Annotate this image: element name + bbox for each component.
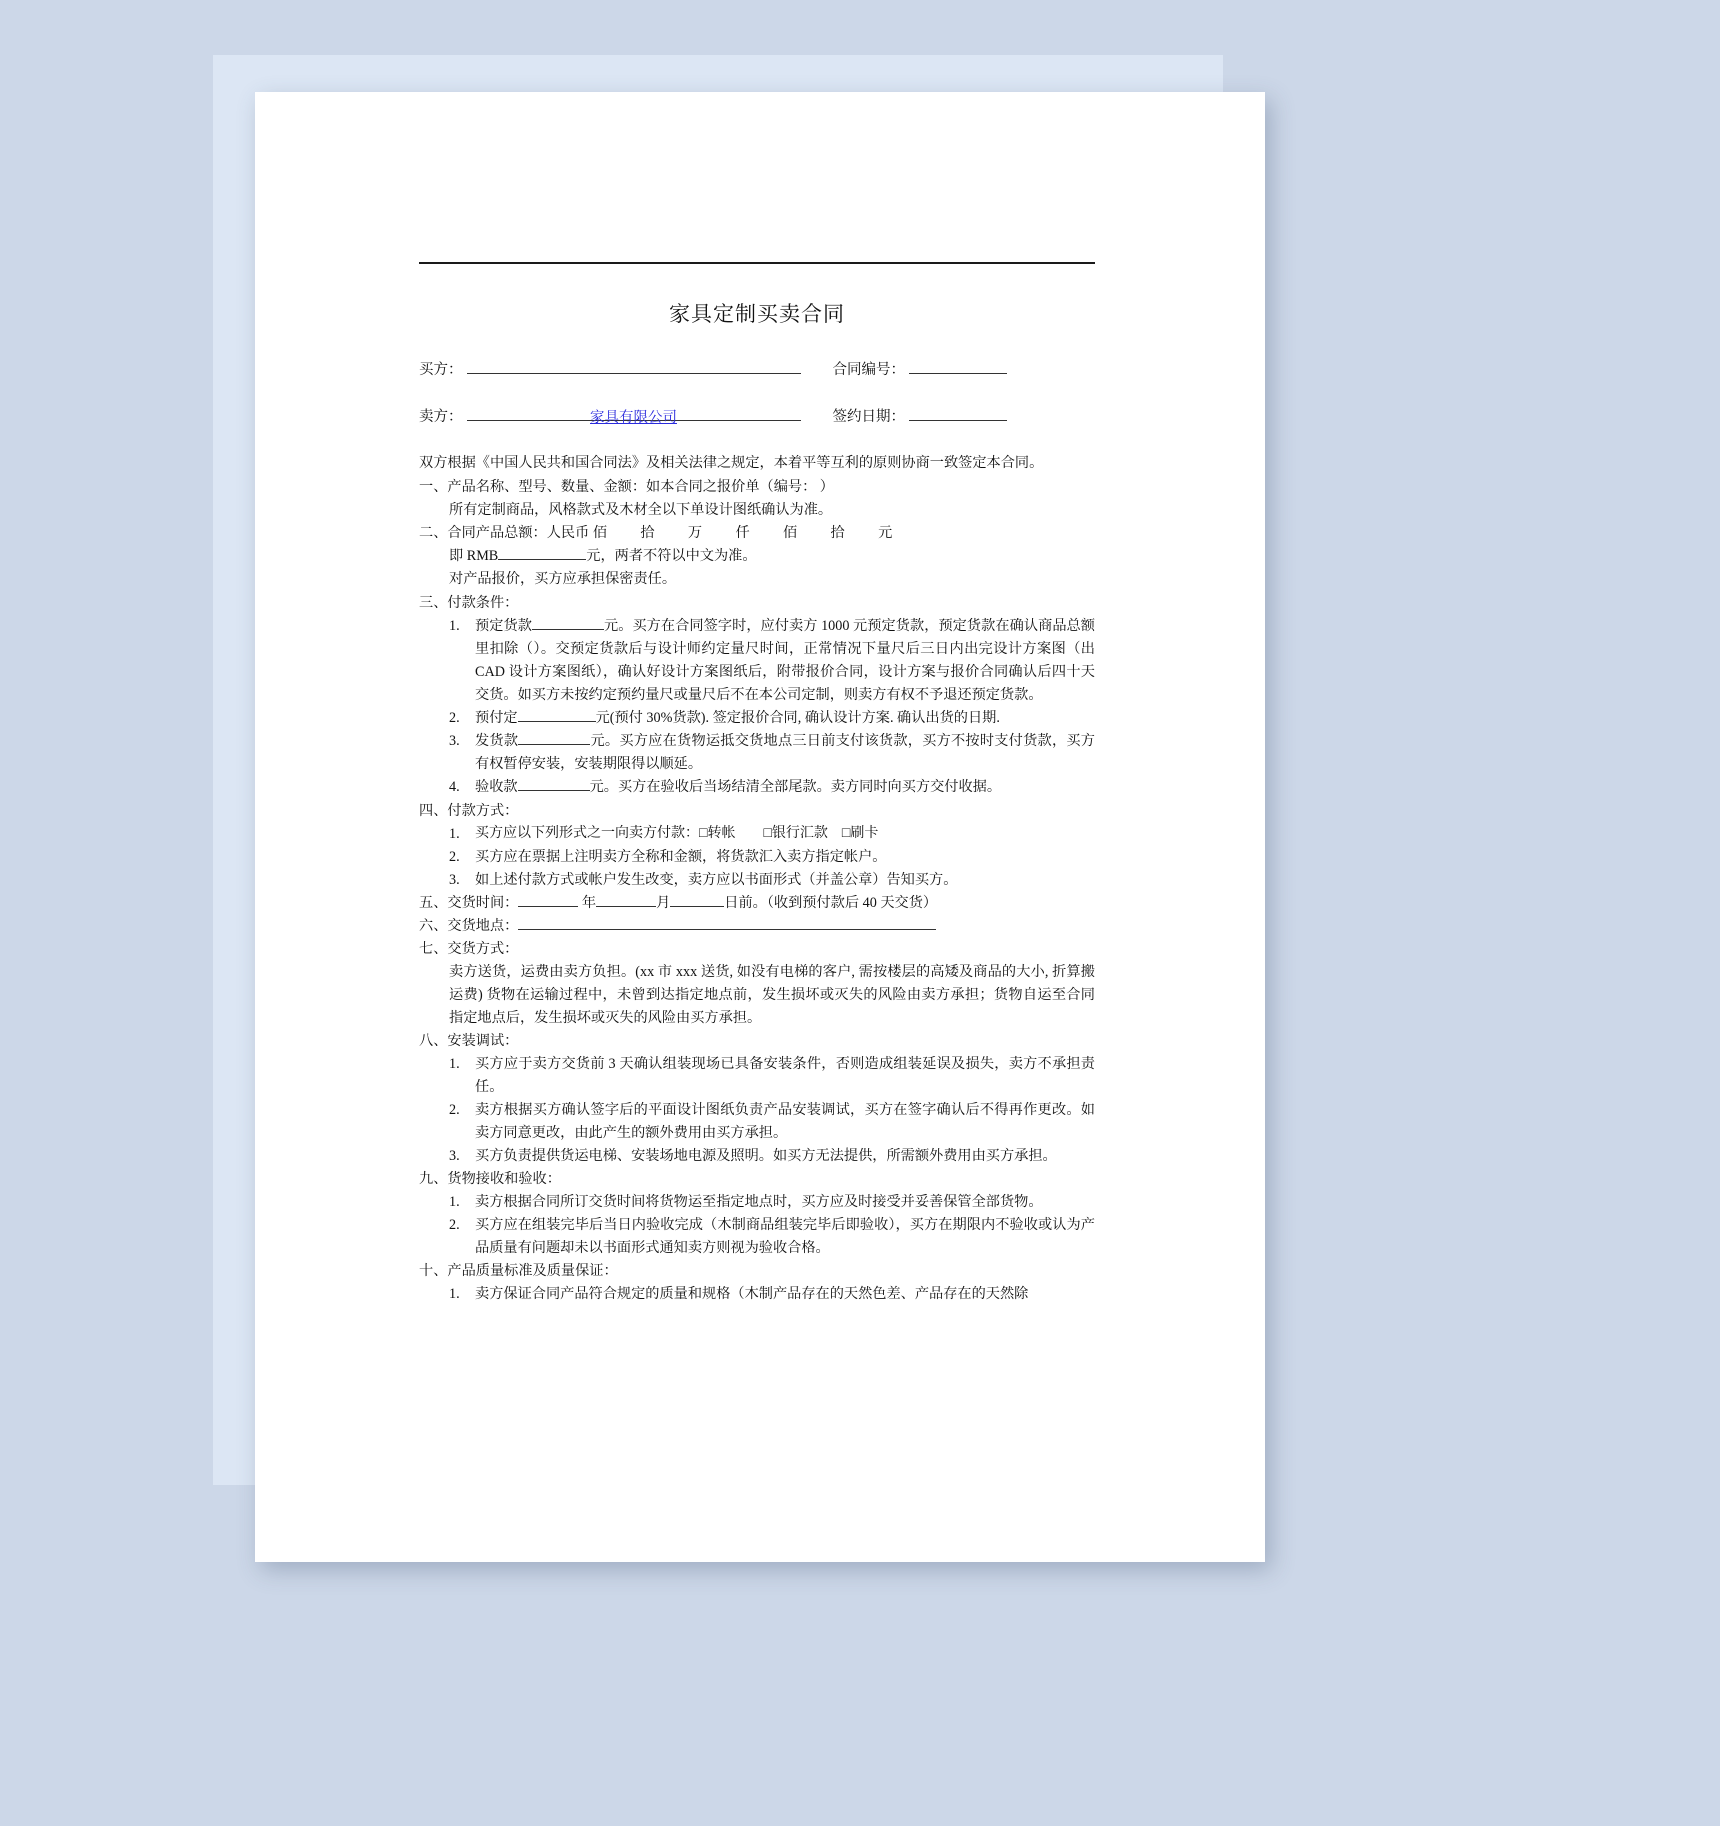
delivery-day-input[interactable] bbox=[670, 893, 724, 907]
item-text bbox=[475, 776, 1095, 799]
item-text: 卖方保证合同产品符合规定的质量和规格（木制产品存在的天然色差、产品存在的天然除 bbox=[475, 1286, 1029, 1302]
preamble-paragraph: 双方根据《中国人民共和国合同法》及相关法律之规定，本着平等互利的原则协商一致签定本合同。 bbox=[419, 455, 1044, 471]
sign-date-group bbox=[833, 405, 1008, 426]
item-number: 3. bbox=[449, 1148, 460, 1164]
amount-cell-shi-2: 拾 bbox=[830, 525, 845, 541]
section-1-heading: 一、产品名称、型号、数量、金额：如本合同之报价单（编号： ） bbox=[419, 479, 834, 495]
section-3-heading: 三、付款条件： bbox=[419, 595, 519, 611]
item-number: 1. bbox=[449, 1286, 460, 1302]
section-3-item-3 bbox=[419, 730, 1095, 776]
section-2-confidential-line: 对产品报价，买方应承担保密责任。 bbox=[449, 571, 677, 587]
section-5-label: 五、交货时间： bbox=[419, 895, 519, 911]
prepay-amount-input[interactable] bbox=[518, 708, 596, 722]
item-number: 1. bbox=[449, 1194, 460, 1210]
section-9-item-2 bbox=[419, 1214, 1095, 1260]
amount-cell-wan: 万 bbox=[687, 525, 703, 541]
rmb-prefix: 即 RMB bbox=[449, 548, 499, 564]
item-prefix: 验收款 bbox=[475, 779, 518, 795]
item-number: 3. bbox=[449, 872, 460, 888]
buyer-input[interactable] bbox=[467, 358, 801, 374]
section-6-delivery-place bbox=[419, 915, 1095, 938]
shipping-payment-input[interactable] bbox=[518, 731, 590, 745]
item-text: 买方应在组装完毕后当日内验收完成（木制商品组装完毕后即验收），买方在期限内不验收或认为产品质量有问题却未以书面形式通知卖方则视为验收合格。 bbox=[475, 1217, 1095, 1256]
item-number: 4. bbox=[449, 779, 460, 795]
section-9-item-1 bbox=[419, 1191, 1095, 1214]
section-8-item-1 bbox=[419, 1053, 1095, 1099]
seller-label: 卖方： bbox=[419, 409, 463, 425]
item-suffix: 元(预付 30%货款). 签定报价合同, 确认设计方案. 确认出货的日期. bbox=[595, 710, 1000, 726]
item-text: 如上述付款方式或帐户发生改变，卖方应以书面形式（并盖公章）告知买方。 bbox=[475, 872, 958, 888]
item-prefix: 发货款 bbox=[475, 733, 519, 749]
section-7-line-1: 卖方送货，运费由卖方负担。(xx 市 xxx 送货, 如没有电梯的客户, 需按楼层的高矮及商品的大小, 折算搬运费) 货物在运输过程中，未曾到达指定地点前，发生损坏或灭失的风险由卖方承担；货物自运至合同指定地点后，发生损坏或灭失的风险由买方承担。 bbox=[449, 964, 1095, 1026]
contract-no-group bbox=[833, 358, 1008, 379]
page-title: 家具定制买卖合同 bbox=[669, 302, 845, 326]
seller-company-name: 家具有限公司 bbox=[590, 410, 677, 426]
item-text: 买方应在票据上注明卖方全称和金额，将货款汇入卖方指定帐户。 bbox=[475, 849, 887, 865]
item-text[interactable]: 买方应以下列形式之一向卖方付款：□转帐 □银行汇款 □刷卡 bbox=[475, 826, 879, 841]
item-text bbox=[475, 707, 1095, 730]
section-10-item-1 bbox=[419, 1283, 1095, 1306]
item-number: 2. bbox=[449, 849, 460, 865]
deposit-amount-input[interactable] bbox=[532, 616, 604, 630]
section-8-item-3 bbox=[419, 1145, 1095, 1168]
section-2-heading bbox=[419, 522, 1095, 545]
amount-cell-yuan: 元 bbox=[878, 525, 893, 541]
delivery-year-input[interactable] bbox=[518, 893, 578, 907]
item-text: 买方应于卖方交货前 3 天确认组装现场已具备安装条件，否则造成组装延误及损失，卖方不承担责任。 bbox=[475, 1056, 1095, 1095]
month-unit: 月 bbox=[656, 895, 671, 911]
seller-input[interactable] bbox=[467, 405, 801, 426]
item-number: 2. bbox=[449, 1217, 460, 1233]
contract-no-label: 合同编号： bbox=[832, 362, 905, 378]
item-suffix: 元。买方应在货物运抵交货地点三日前支付该货款，买方不按时支付货款，买方有权暂停安装，安装期限得以顺延。 bbox=[475, 733, 1095, 772]
sign-date-label: 签约日期： bbox=[832, 409, 905, 425]
item-prefix: 预付定 bbox=[475, 710, 518, 726]
day-unit-note: 日前。（收到预付款后 40 天交货） bbox=[724, 895, 938, 911]
amount-cell-bai-2: 佰 bbox=[783, 525, 798, 541]
section-10-heading: 十、产品质量标准及质量保证： bbox=[419, 1263, 618, 1279]
item-number: 1. bbox=[449, 618, 460, 634]
item-number: 1. bbox=[449, 1056, 460, 1072]
item-text bbox=[475, 615, 1095, 707]
year-unit: 年 bbox=[581, 895, 597, 911]
item-suffix: 元。买方在验收后当场结清全部尾款。卖方同时向买方交付收据。 bbox=[589, 779, 1002, 795]
section-4-item-2 bbox=[419, 846, 1095, 869]
rmb-amount-input[interactable] bbox=[498, 546, 586, 560]
section-3-item-4 bbox=[419, 776, 1095, 799]
section-4-item-3 bbox=[419, 869, 1095, 892]
item-text: 卖方根据合同所订交货时间将货物运至指定地点时，买方应及时接受并妥善保管全部货物。 bbox=[475, 1194, 1043, 1210]
amount-cell-bai-1: 佰 bbox=[592, 525, 608, 541]
item-suffix: 元。买方在合同签字时，应付卖方 1000 元预定货款，预定货款在确认商品总额里扣除（）。交预定货款后与设计师约定量尺时间，正常情况下量尺后三日内出完设计方案图（出 CAD 设计方案图纸），确认好设计方案图纸后，附带报价合同，设计方案与报价合同确认后四十天交货。如买方未按约定预约量尺或量尺后不在本公司定制，则卖方有权不予退还预定货款。 bbox=[475, 618, 1095, 703]
item-prefix: 预定货款 bbox=[475, 618, 532, 634]
section-2-rmb-line bbox=[419, 545, 1095, 568]
delivery-month-input[interactable] bbox=[596, 893, 656, 907]
item-text: 买方负责提供货运电梯、安装场地电源及照明。如买方无法提供，所需额外费用由买方承担。 bbox=[475, 1148, 1057, 1164]
sign-date-input[interactable] bbox=[909, 405, 1007, 421]
section-2-heading-prefix: 二、合同产品总额：人民币 bbox=[419, 525, 590, 541]
item-number: 2. bbox=[449, 710, 460, 726]
item-number: 1. bbox=[449, 826, 460, 842]
seller-row bbox=[419, 405, 1095, 426]
section-5-delivery-time bbox=[419, 892, 1095, 915]
item-text: 卖方根据买方确认签字后的平面设计图纸负责产品安装调试，买方在签字确认后不得再作更改。如卖方同意更改，由此产生的额外费用由买方承担。 bbox=[475, 1102, 1095, 1141]
section-4-item-1 bbox=[419, 823, 1095, 846]
buyer-label: 买方： bbox=[419, 362, 463, 378]
acceptance-payment-input[interactable] bbox=[518, 777, 590, 791]
document-page bbox=[255, 92, 1265, 1562]
item-number: 3. bbox=[449, 733, 460, 749]
amount-cell-shi-1: 拾 bbox=[640, 525, 655, 541]
rmb-suffix: 元，两者不符以中文为准。 bbox=[586, 548, 757, 564]
section-3-item-1 bbox=[419, 615, 1095, 707]
section-8-item-2 bbox=[419, 1099, 1095, 1145]
page-content bbox=[419, 262, 1095, 1306]
header-rule bbox=[419, 262, 1095, 264]
section-4-heading: 四、付款方式： bbox=[419, 803, 519, 819]
section-9-heading: 九、货物接收和验收： bbox=[419, 1171, 561, 1187]
contract-no-input[interactable] bbox=[909, 358, 1007, 374]
item-text bbox=[475, 730, 1095, 776]
item-number: 2. bbox=[449, 1102, 460, 1118]
delivery-place-input[interactable] bbox=[518, 916, 936, 930]
section-7-heading: 七、交货方式： bbox=[419, 941, 519, 957]
section-8-heading: 八、安装调试： bbox=[419, 1033, 519, 1049]
amount-cell-qian: 仟 bbox=[735, 525, 750, 541]
buyer-row bbox=[419, 358, 1095, 379]
section-6-label: 六、交货地点： bbox=[419, 918, 519, 934]
section-1-line-1: 所有定制商品，风格款式及木材全以下单设计图纸确认为准。 bbox=[449, 502, 833, 518]
section-3-item-2 bbox=[419, 707, 1095, 730]
